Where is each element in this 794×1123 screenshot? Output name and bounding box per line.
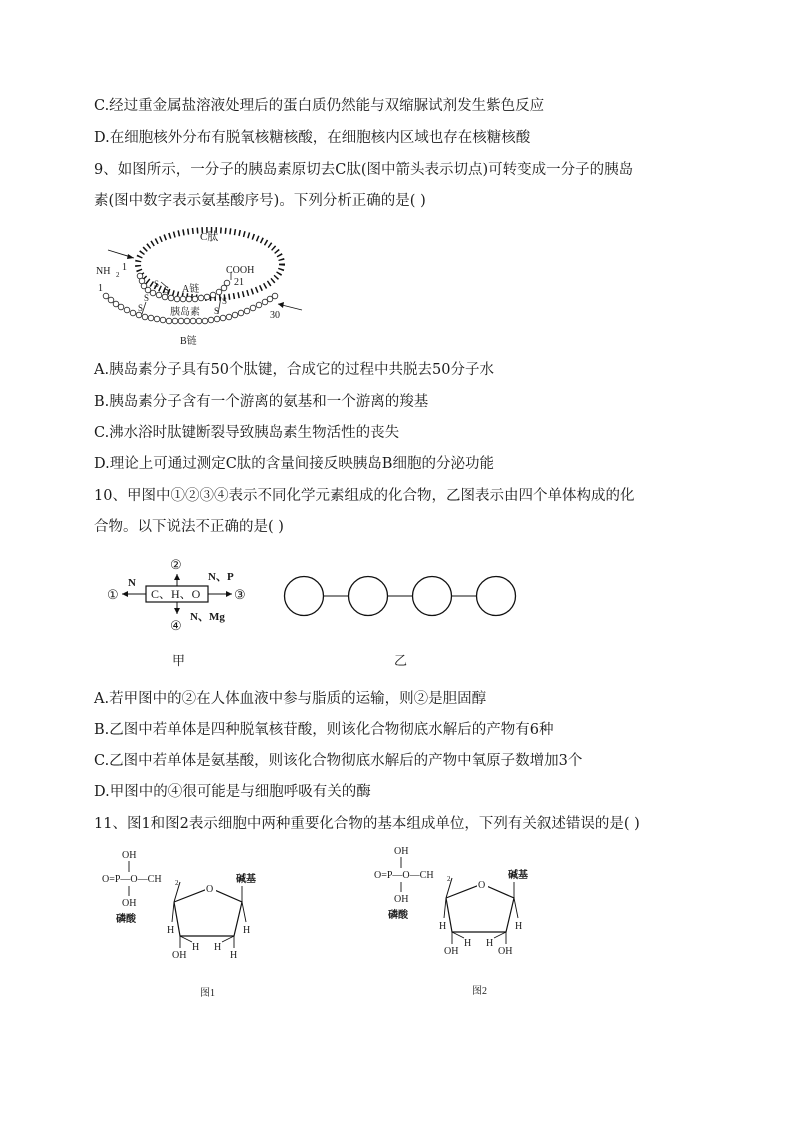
fig2-phosphate-label: 磷酸 [388, 910, 408, 921]
nh2-label: NH [96, 266, 111, 277]
insulin-label: 胰岛素 [170, 307, 200, 318]
fig1-ring-oxygen: O [206, 884, 214, 895]
q9-option-a: A.胰岛素分子具有50个肽键，合成它的过程中共脱去50分子水 [94, 362, 494, 378]
fig1-caption: 图1 [200, 988, 215, 999]
fig2-oh-c2: OH [498, 946, 513, 957]
b-chain-end-number: 30 [270, 310, 280, 321]
fig1-oh-top: OH [122, 850, 137, 861]
disulfide-s4: S [138, 303, 144, 313]
fig2-base-label: 碱基 [508, 870, 528, 881]
q9-stem-line2: 素(图中数字表示氨基酸序号)。下列分析正确的是( ) [94, 193, 426, 209]
cooh-label: COOH [226, 265, 255, 276]
disulfide-s3: S [144, 293, 150, 303]
fig2-phosphate-formula: O=P—O—CH [374, 870, 434, 881]
fig1-sugar-ring [174, 888, 242, 936]
compound-2-label: ② [170, 557, 182, 572]
fig2-oh-c3: OH [444, 946, 459, 957]
monomer-circle [349, 577, 388, 616]
compound-4-label: ④ [170, 618, 182, 633]
monomer-circle [285, 577, 324, 616]
fig2-ch2-subscript: 2 [447, 875, 451, 883]
element-np-label: N、P [208, 571, 234, 583]
fig2-sugar-ring [446, 884, 514, 932]
q9-option-d: D.理论上可通过测定C肽的含量间接反映胰岛B细胞的分泌功能 [94, 456, 494, 472]
q10-option-c: C.乙图中若单体是氨基酸，则该化合物彻底水解后的产物中氧原子数增加3个 [94, 753, 583, 769]
nucleotide-figure-2 [372, 842, 552, 1002]
fig2-oh-top: OH [394, 846, 409, 857]
four-monomer-chain [282, 574, 524, 620]
q9-stem-line1: 9、如图所示，一分子的胰岛素原切去C肽(图中箭头表示切点)可转变成一分子的胰岛 [94, 162, 634, 178]
fig1-base-label: 碱基 [236, 874, 256, 885]
compound-1-label: ① [107, 587, 119, 602]
q8-option-c: C.经过重金属盐溶液处理后的蛋白质仍然能与双缩脲试剂发生紫色反应 [94, 98, 545, 114]
disulfide-s2: S [164, 285, 170, 295]
element-compound-diagram [104, 552, 254, 638]
b-chain-label: B链 [180, 336, 197, 347]
q8-option-d: D.在细胞核外分布有脱氧核糖核酸，在细胞核内区域也存在核糖核酸 [94, 130, 531, 146]
nh2-subscript: 2 [116, 271, 120, 279]
fig2-caption: 图2 [472, 986, 487, 997]
fig1-oh-bottom: OH [122, 898, 137, 909]
fig2-ring-oxygen: O [478, 880, 486, 891]
fig1-h-c2b: H [230, 950, 238, 961]
fig1-h-c3: H [192, 942, 200, 953]
q10-option-b: B.乙图中若单体是四种脱氧核苷酸，则该化合物彻底水解后的产物有6种 [94, 722, 554, 738]
center-elements: C、H、O [151, 587, 201, 601]
c-peptide-label: C肽 [200, 231, 219, 243]
q10-stem-line2: 合物。以下说法不正确的是( ) [94, 519, 284, 535]
fig1-phosphate-formula: O=P—O—CH [102, 874, 162, 885]
disulfide-s6: S [214, 306, 220, 316]
compound-3-label: ③ [234, 587, 246, 602]
q10-stem-line1: 10、甲图中①②③④表示不同化学元素组成的化合物，乙图表示由四个单体构成的化 [94, 488, 635, 504]
fig1-h-c1: H [243, 925, 251, 936]
element-nmg-label: N、Mg [190, 611, 225, 623]
monomer-circle [413, 577, 452, 616]
disulfide-s1: S [154, 279, 160, 289]
a-chain-start-number: 1 [122, 262, 127, 273]
q9-option-c: C.沸水浴时肽键断裂导致胰岛素生物活性的丧失 [94, 425, 400, 441]
element-n-label: N [128, 577, 136, 589]
nucleotide-figure-1 [100, 846, 280, 1006]
q11-stem: 11、图1和图2表示细胞中两种重要化合物的基本组成单位，下列有关叙述错误的是( ) [94, 816, 640, 832]
fig2-oh-bottom: OH [394, 894, 409, 905]
q10-option-a: A.若甲图中的②在人体血液中参与脂质的运输，则②是胆固醇 [94, 691, 487, 707]
fig2-h-c2: H [486, 938, 494, 949]
fig1-ch2-subscript: 2 [175, 879, 179, 887]
fig2-h-c3: H [464, 938, 472, 949]
fig1-phosphate-label: 磷酸 [116, 914, 136, 925]
fig1-oh-c3: OH [172, 950, 187, 961]
insulin-diagram [94, 222, 314, 350]
disulfide-s5: S [222, 296, 228, 306]
a-chain-label: A链 [182, 284, 200, 295]
fig1-h-c2a: H [214, 942, 222, 953]
a-chain-end-number: 21 [234, 277, 244, 288]
b-chain-start-number: 1 [98, 283, 103, 294]
q10-option-d: D.甲图中的④很可能是与细胞呼吸有关的酶 [94, 784, 371, 800]
fig2-h-c4: H [439, 921, 447, 932]
monomer-circle [477, 577, 516, 616]
figure-yi-caption: 乙 [394, 654, 408, 669]
fig1-h-c4: H [167, 925, 175, 936]
q9-option-b: B.胰岛素分子含有一个游离的氨基和一个游离的羧基 [94, 394, 429, 410]
fig2-h-c1: H [515, 921, 523, 932]
figure-jia-caption: 甲 [172, 654, 186, 669]
